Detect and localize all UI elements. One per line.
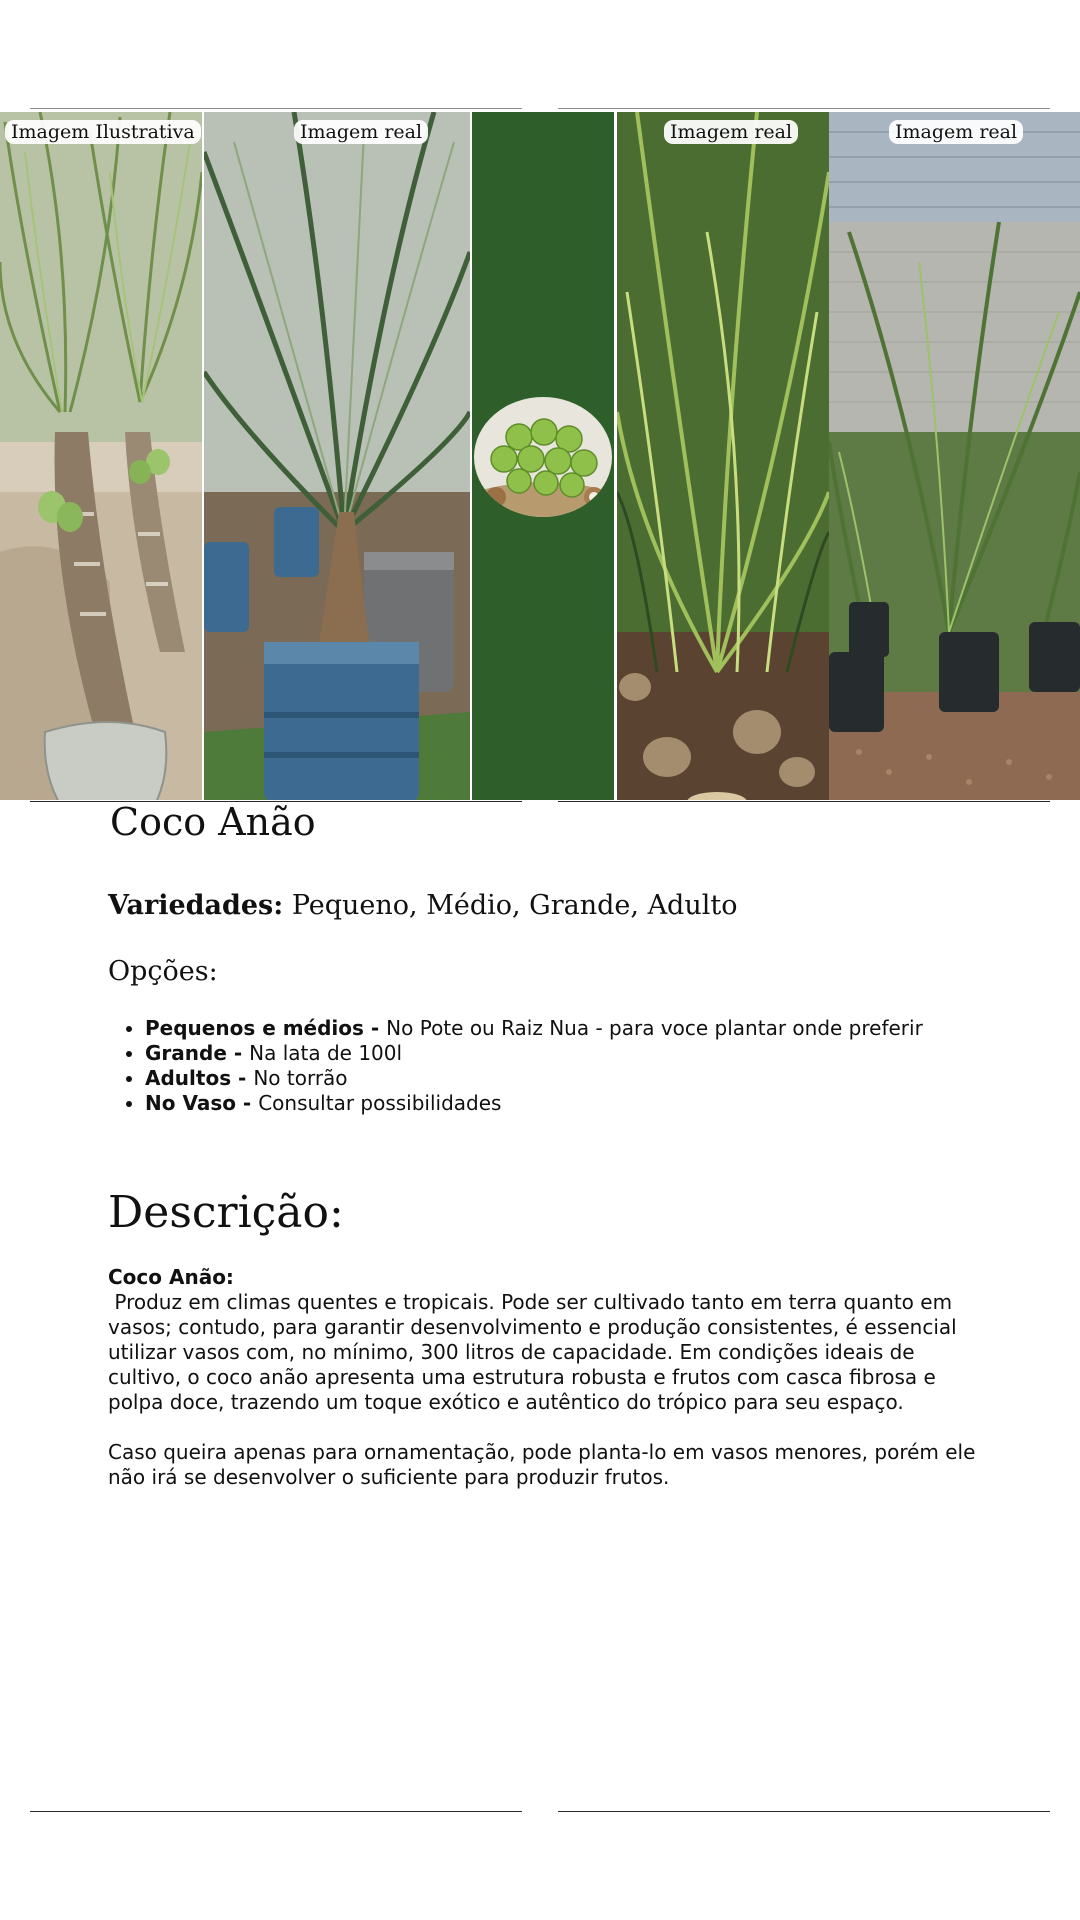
description-line: não irá se desenvolver o suficiente para produzir frutos. (108, 1465, 670, 1489)
varieties-label: Variedades: (108, 890, 284, 921)
product-title: Coco Anão (110, 800, 316, 844)
paragraph-gap (108, 1415, 1008, 1440)
description-subtitle: Coco Anão: (108, 1265, 234, 1289)
options-list (110, 1016, 923, 1116)
option-text: Consultar possibilidades (258, 1091, 502, 1115)
varieties-line (108, 890, 737, 921)
photo-real-nursery (617, 112, 829, 800)
mid-rule-right (558, 801, 1050, 802)
top-rule-left (30, 108, 522, 109)
image-tag-real-1: Imagem real (294, 120, 428, 144)
bottom-rule-right (558, 1811, 1050, 1812)
option-label: Grande - (145, 1041, 250, 1065)
option-text: No torrão (253, 1066, 348, 1090)
options-heading: Opções: (108, 956, 218, 987)
description-line: utilizar vasos com, no mínimo, 300 litros de capacidade. Em condições ideais de (108, 1340, 915, 1364)
image-tag-real-3: Imagem real (889, 120, 1023, 144)
photo-real-barrel (204, 112, 470, 800)
option-text: Na lata de 100l (249, 1041, 403, 1065)
description-line: cultivo, o coco anão apresenta uma estrutura robusta e frutos com casca fibrosa e (108, 1365, 936, 1389)
description-heading: Descrição: (108, 1187, 344, 1238)
option-label: Pequenos e médios - (145, 1016, 387, 1040)
option-text: No Pote ou Raiz Nua - para voce plantar onde preferir (386, 1016, 923, 1040)
option-item (145, 1041, 923, 1066)
image-tag-real-2: Imagem real (664, 120, 798, 144)
description-line: Produz em climas quentes e tropicais. Pode ser cultivado tanto em terra quanto em (108, 1290, 953, 1314)
option-label: Adultos - (145, 1066, 254, 1090)
photo-illustrative-palm (0, 112, 202, 800)
image-tag-illustrative: Imagem Ilustrativa (5, 120, 201, 144)
description-line: Caso queira apenas para ornamentação, pode planta-lo em vasos menores, porém ele (108, 1440, 976, 1464)
option-item (145, 1016, 923, 1041)
description-line: polpa doce, trazendo um toque exótico e autêntico do trópico para seu espaço. (108, 1390, 904, 1414)
description-line: vasos; contudo, para garantir desenvolvimento e produção consistentes, é essencial (108, 1315, 957, 1339)
top-rule-right (558, 108, 1050, 109)
bottom-rule-left (30, 1811, 522, 1812)
coconuts-photo (474, 397, 612, 517)
varieties-value: Pequeno, Médio, Grande, Adulto (283, 890, 738, 921)
photo-real-pots (829, 112, 1080, 800)
description-body (108, 1265, 1008, 1490)
photo-gallery (0, 112, 1080, 800)
option-item (145, 1066, 923, 1091)
option-label: No Vaso - (145, 1091, 259, 1115)
option-item (145, 1091, 923, 1116)
